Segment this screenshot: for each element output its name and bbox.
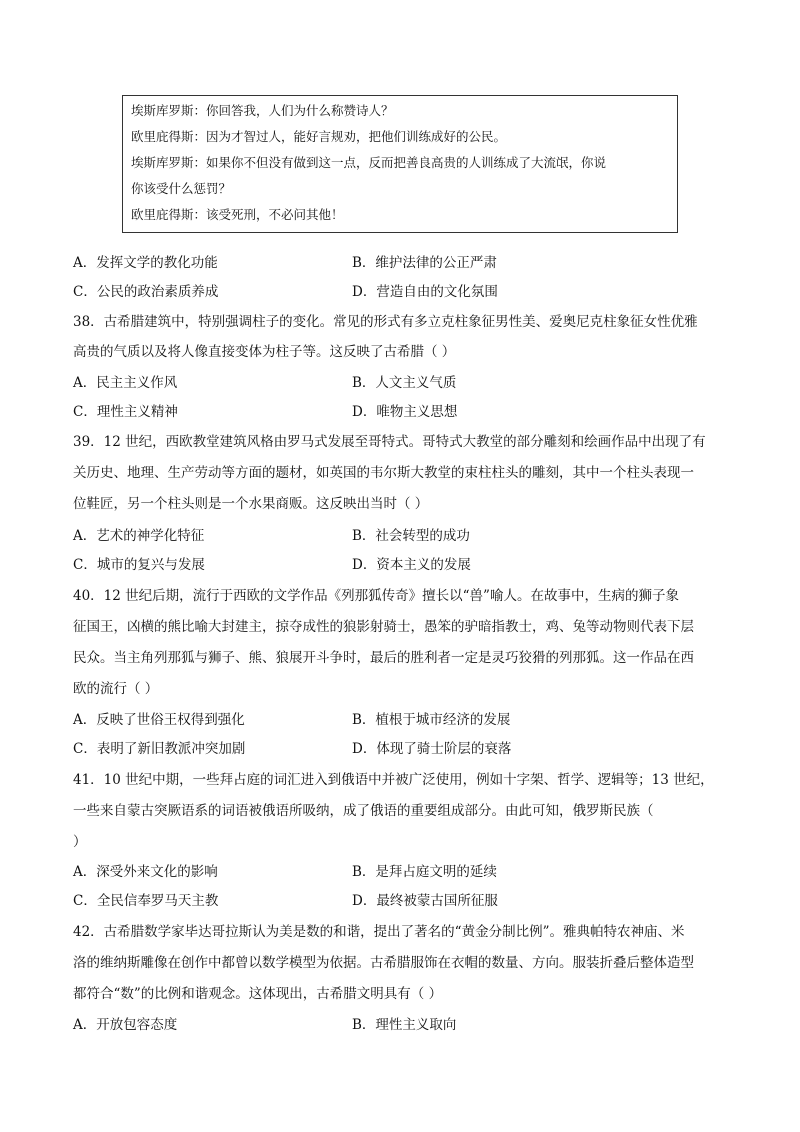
q38-option-b: B．人文主义气质 [352, 375, 457, 391]
q42-stem-line: 都符合“数”的比例和谐观念。这体现出，古希腊文明具有（ ） [73, 986, 443, 1002]
q38-option-d: D．唯物主义思想 [352, 404, 458, 420]
q41-stem-line: ） [73, 834, 87, 850]
q42-stem-line: 42．古希腊数学家毕达哥拉斯认为美是数的和谐，提出了著名的“黄金分制比例”。雅典帕特农神庙、米 [73, 924, 685, 940]
q39-stem-line: 39．12 世纪，西欧教堂建筑风格由罗马式发展至哥特式。哥特式大教堂的部分雕刻和绘画作品中出现了有 [73, 434, 706, 450]
q40-stem-line: 民众。当主角列那狐与狮子、熊、狼展开斗争时，最后的胜利者一定是灵巧狡猾的列那狐。这一作品在西 [73, 650, 694, 666]
q40-stem-line: 欧的流行（ ） [73, 681, 159, 697]
dialogue-line: 埃斯库罗斯：如果你不但没有做到这一点，反而把善良高贵的人训练成了大流氓，你说 [131, 155, 607, 170]
dialogue-line: 你该受什么惩罚？ [131, 181, 232, 196]
q37-option-d: D．营造自由的文化氛围 [352, 284, 498, 300]
q38-stem-line: 38．古希腊建筑中，特别强调柱子的变化。常见的形式有多立克柱象征男性美、爱奥尼克柱象征女性优雅 [73, 314, 698, 330]
q40-option-d: D．体现了骑士阶层的衰落 [352, 741, 512, 757]
q41-option-d: D．最终被蒙古国所征服 [352, 893, 498, 909]
q38-option-a: A．民主主义作风 [73, 375, 178, 391]
q37-option-a: A．发挥文学的教化功能 [73, 255, 218, 271]
dialogue-line: 埃斯库罗斯：你回答我，人们为什么称赞诗人？ [131, 103, 394, 118]
q41-stem-line: 41．10 世纪中期，一些拜占庭的词汇进入到俄语中并被广泛使用，例如十字架、哲学、逻辑等；13 世纪， [73, 772, 714, 788]
q40-stem-line: 40．12 世纪后期，流行于西欧的文学作品《列那狐传奇》擅长以“兽”喻人。在故事中，生病的狮子象 [73, 588, 679, 604]
q40-option-c: C．表明了新旧教派冲突加剧 [73, 741, 246, 757]
q39-stem-line: 关历史、地理、生产劳动等方面的题材，如英国的韦尔斯大教堂的束柱柱头的雕刻，其中一个柱头表现一 [73, 465, 694, 481]
q41-stem-line: 一些来自蒙古突厥语系的词语被俄语所吸纳，成了俄语的重要组成部分。由此可知，俄罗斯民族（ [73, 803, 654, 819]
q39-option-c: C．城市的复兴与发展 [73, 557, 205, 573]
q37-option-c: C．公民的政治素质养成 [73, 284, 219, 300]
dialogue-box [122, 95, 678, 233]
q39-option-b: B．社会转型的成功 [352, 528, 470, 544]
q41-option-b: B．是拜占庭文明的延续 [352, 864, 497, 880]
q42-option-a: A．开放包容态度 [73, 1017, 178, 1033]
dialogue-line: 欧里庇得斯：该受死刑，不必问其他！ [131, 207, 344, 222]
dialogue-line: 欧里庇得斯：因为才智过人，能好言规劝，把他们训练成好的公民。 [131, 129, 507, 144]
q40-option-b: B．植根于城市经济的发展 [352, 712, 511, 728]
q39-option-d: D．资本主义的发展 [352, 557, 471, 573]
q41-option-a: A．深受外来文化的影响 [73, 864, 218, 880]
q37-option-b: B．维护法律的公正严肃 [352, 255, 497, 271]
q39-option-a: A．艺术的神学化特征 [73, 528, 205, 544]
q39-stem-line: 位鞋匠，另一个柱头则是一个水果商贩。这反映出当时（ ） [73, 496, 429, 512]
q40-stem-line: 征国王，凶横的熊比喻大封建主，掠夺成性的狼影射骑士，愚笨的驴暗指教士，鸡、兔等动物则代表下层 [73, 619, 694, 635]
q40-option-a: A．反映了世俗王权得到强化 [73, 712, 245, 728]
q42-stem-line: 洛的维纳斯雕像在创作中都曾以数学模型为依据。古希腊服饰在衣帽的数量、方向。服装折叠后整体造型 [73, 955, 694, 971]
q42-option-b: B．理性主义取向 [352, 1017, 457, 1033]
q38-stem-line: 高贵的气质以及将人像直接变体为柱子等。这反映了古希腊（ ） [73, 344, 456, 360]
q41-option-c: C．全民信奉罗马天主教 [73, 893, 219, 909]
q38-option-c: C．理性主义精神 [73, 404, 178, 420]
